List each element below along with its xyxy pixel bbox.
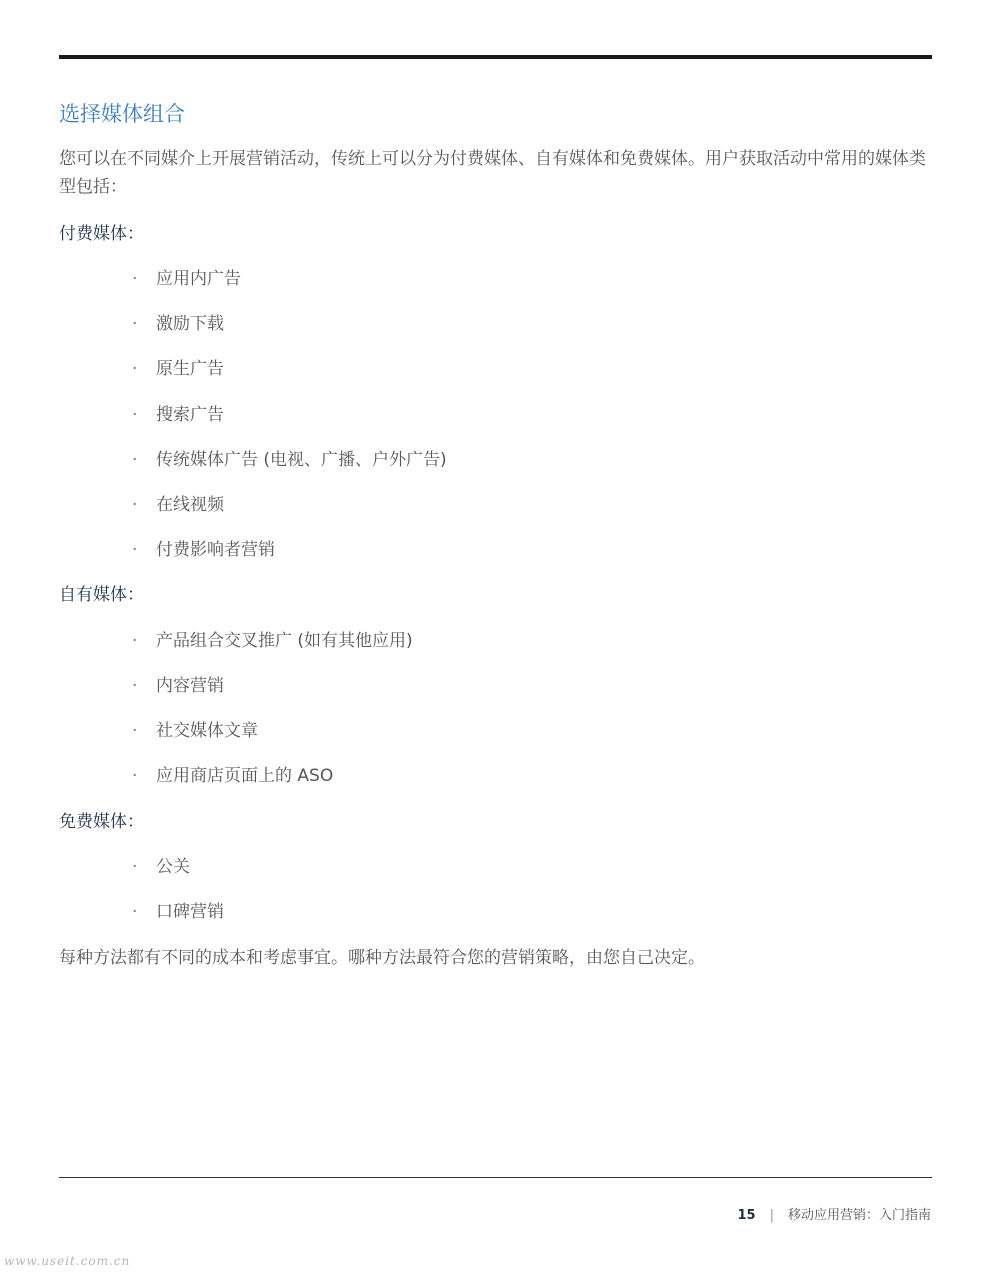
list-item	[132, 628, 413, 654]
top-rule	[59, 55, 932, 59]
footer-separator: |	[769, 1208, 774, 1223]
page-footer	[738, 1206, 932, 1226]
list-item	[132, 899, 224, 925]
list-item-label: 在线视频	[156, 495, 224, 515]
list-item-label: 应用内广告	[156, 269, 241, 289]
list-item	[132, 718, 258, 744]
list-item-label: 付费影响者营销	[156, 540, 275, 560]
bullet-icon: ·	[132, 766, 138, 786]
page-number: 15	[737, 1208, 756, 1223]
bullet-icon: ·	[132, 269, 138, 289]
list-item-label: 公关	[156, 857, 190, 877]
list-item	[132, 311, 224, 337]
list-item	[132, 673, 224, 699]
bullet-icon: ·	[132, 902, 138, 922]
watermark: www.useit.com.cn	[4, 1254, 131, 1268]
list-item-label: 口碑营销	[156, 902, 224, 922]
list-item-label: 激励下载	[156, 314, 224, 334]
bullet-icon: ·	[132, 631, 138, 651]
list-item-label: 传统媒体广告 (电视、广播、户外广告)	[156, 450, 447, 470]
list-item	[132, 356, 224, 382]
closing-paragraph: 每种方法都有不同的成本和考虑事宜。哪种方法最符合您的营销策略，由您自己决定。	[59, 948, 705, 968]
list-item	[132, 447, 447, 473]
list-item	[132, 854, 190, 880]
list-item-label: 搜索广告	[156, 405, 224, 425]
bullet-icon: ·	[132, 405, 138, 425]
bullet-icon: ·	[132, 540, 138, 560]
bullet-icon: ·	[132, 495, 138, 515]
list-item	[132, 266, 241, 292]
bullet-icon: ·	[132, 450, 138, 470]
footer-doc-title: 移动应用营销：入门指南	[787, 1208, 931, 1223]
list-item-label: 内容营销	[156, 676, 224, 696]
bottom-rule	[59, 1177, 932, 1178]
paid-media-heading: 付费媒体：	[59, 224, 144, 244]
intro-paragraph: 您可以在不同媒介上开展营销活动，传统上可以分为付费媒体、自有媒体和免费媒体。用户获取活动中常用的媒体类型包括：	[59, 149, 926, 197]
section-title: 选择媒体组合	[59, 102, 185, 126]
bullet-icon: ·	[132, 676, 138, 696]
earned-media-heading: 免费媒体：	[59, 812, 144, 832]
list-item-label: 产品组合交叉推广 (如有其他应用)	[156, 631, 413, 651]
list-item	[132, 763, 333, 789]
list-item	[132, 492, 224, 518]
bullet-icon: ·	[132, 359, 138, 379]
list-item	[132, 537, 275, 563]
list-item	[132, 402, 224, 428]
list-item-label: 应用商店页面上的 ASO	[156, 766, 334, 786]
bullet-icon: ·	[132, 857, 138, 877]
owned-media-heading: 自有媒体：	[59, 585, 144, 605]
list-item-label: 原生广告	[156, 359, 224, 379]
list-item-label: 社交媒体文章	[156, 721, 258, 741]
bullet-icon: ·	[132, 314, 138, 334]
bullet-icon: ·	[132, 721, 138, 741]
